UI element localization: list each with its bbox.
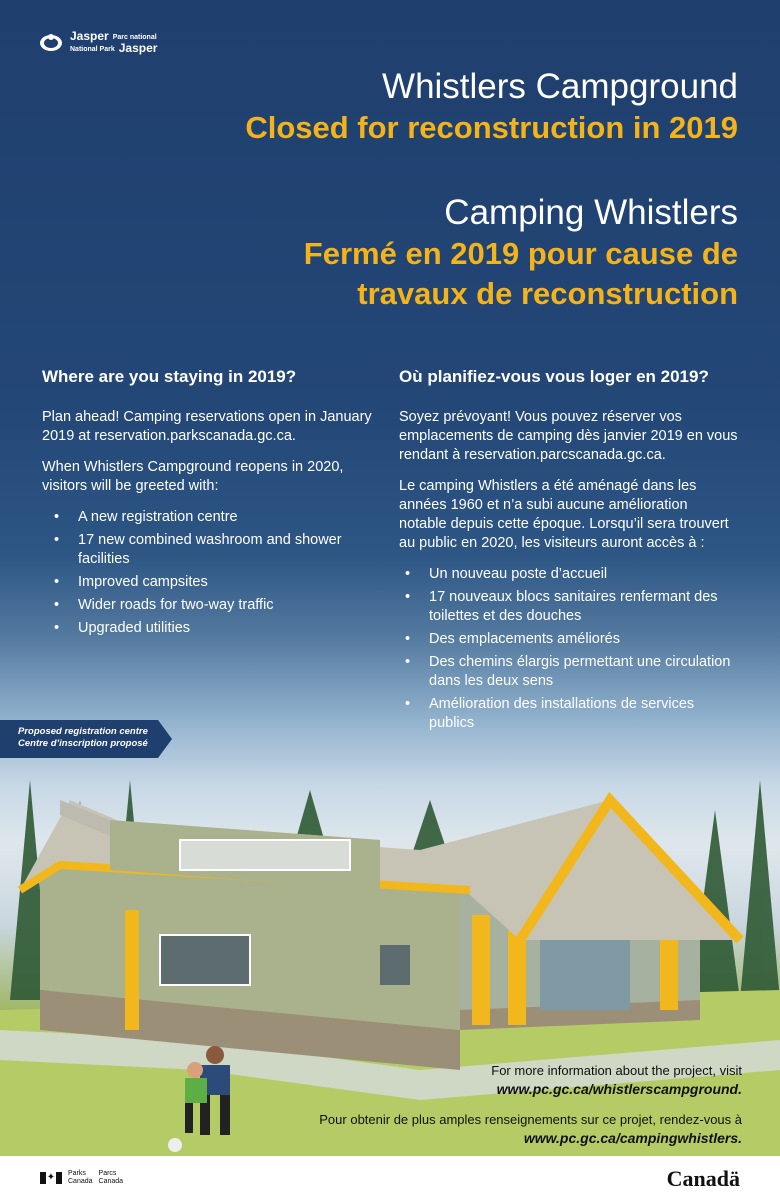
logo-fr-sub: Parc national (112, 34, 157, 41)
footer-bar (0, 1156, 780, 1200)
canada-en: Canada (68, 1178, 93, 1185)
tag-english: Proposed registration centre (18, 726, 148, 737)
logo-fr-name: Jasper (118, 41, 158, 55)
beaver-emblem-icon (38, 31, 64, 53)
parks-fr: Parcs (98, 1170, 117, 1177)
english-status: Closed for reconstruction in 2019 (245, 110, 738, 145)
french-heading: Où planifiez-vous vous loger en 2019? (399, 367, 709, 386)
registration-centre-tag (0, 720, 158, 758)
list-item: • Improved campsites (42, 573, 372, 592)
list-item: • A new registration centre (42, 508, 372, 527)
list-item: • Amélioration des installations de services publics (399, 695, 739, 733)
english-heading: Where are you staying in 2019? (42, 367, 297, 386)
tag-french: Centre d’inscription proposé (18, 738, 148, 749)
list-item: • Upgraded utilities (42, 619, 372, 638)
more-info-block (319, 1062, 742, 1156)
english-project-link[interactable]: www.pc.gc.ca/whistlerscampground. (496, 1081, 742, 1097)
parks-en: Parks (68, 1170, 86, 1177)
english-list (42, 508, 372, 638)
list-item: • Des emplacements améliorés (399, 630, 739, 649)
french-status-line-2: travaux de reconstruction (357, 276, 738, 311)
english-column (42, 366, 372, 642)
info-french-text: Pour obtenir de plus amples renseignements sur ce projet, rendez-vous à (319, 1112, 742, 1127)
list-item: • 17 new combined washroom and shower facilities (42, 531, 372, 569)
french-title: Camping Whistlers (444, 193, 738, 232)
english-paragraph-2: When Whistlers Campground reopens in 2020, visitors will be greeted with: (42, 459, 344, 494)
logo-en-sub: National Park (70, 46, 115, 53)
french-list (399, 565, 739, 733)
jasper-logo (38, 30, 157, 54)
list-item: • Wider roads for two-way traffic (42, 596, 372, 615)
french-paragraph-1: Soyez prévoyant! Vous pouvez réserver vos emplacements de camping dès janvier 2019 en vous rendant à reservation.parcscanada.gc.ca. (399, 409, 738, 463)
logo-en-name: Jasper (70, 29, 109, 43)
french-paragraph-2: Le camping Whistlers a été aménagé dans les années 1960 et n’a subi aucune amélioration notable depuis cette époque. Lorsqu’il sera trouvert au public en 2020, les visiteurs auront accès à : (399, 478, 729, 551)
french-title-block (304, 192, 738, 314)
french-column (399, 366, 739, 737)
english-title: Whistlers Campground (382, 67, 738, 106)
french-status-line-1: Fermé en 2019 pour cause de (303, 236, 738, 271)
parks-canada-signature (40, 1170, 123, 1186)
info-english-text: For more information about the project, visit (491, 1063, 742, 1078)
english-paragraph-1: Plan ahead! Camping reservations open in January 2019 at reservation.parkscanada.gc.ca. (42, 409, 372, 444)
list-item: • Des chemins élargis permettant une circulation dans les deux sens (399, 653, 739, 691)
canada-fr: Canada (98, 1178, 124, 1185)
english-title-block (245, 66, 738, 148)
list-item: • 17 nouveaux blocs sanitaires renfermant des toilettes et des douches (399, 588, 739, 626)
french-project-link[interactable]: www.pc.gc.ca/campingwhistlers. (523, 1130, 742, 1146)
canada-wordmark: Canadä (666, 1166, 740, 1191)
canada-flag-icon: ✦ (40, 1172, 62, 1184)
list-item: • Un nouveau poste d’accueil (399, 565, 739, 584)
